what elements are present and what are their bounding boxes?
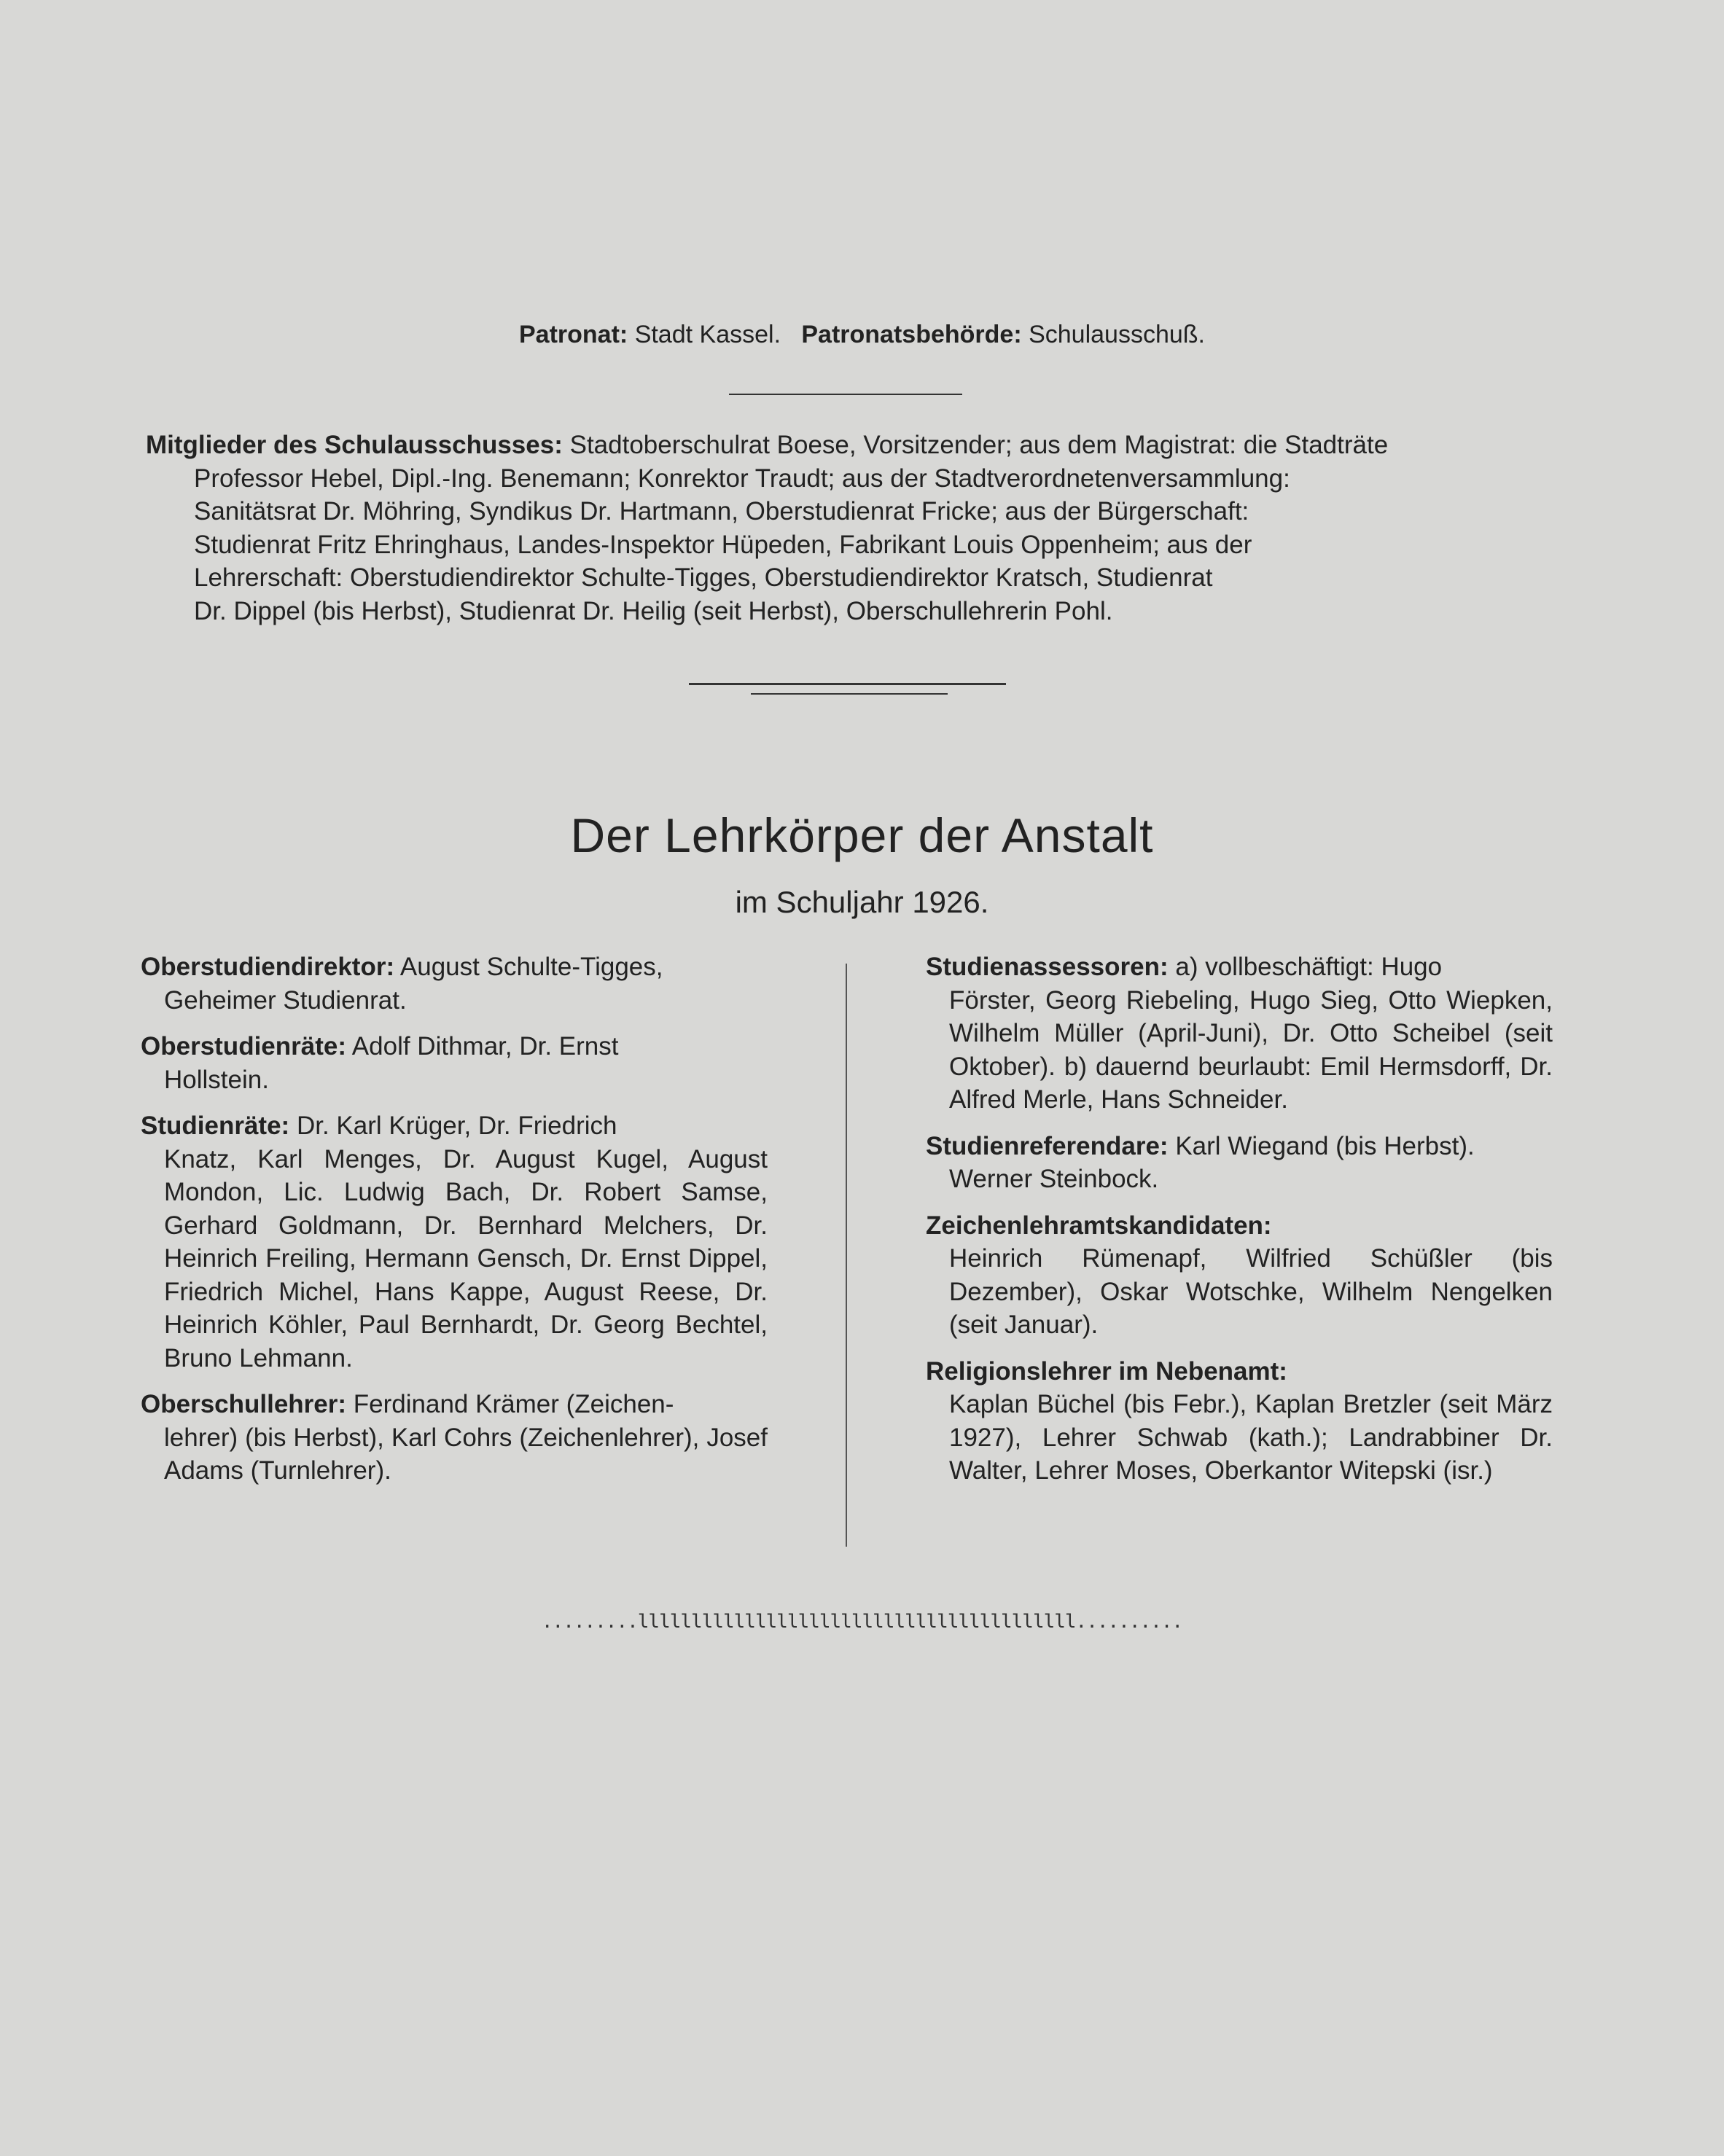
staff-role: Studienassessoren: <box>926 953 1169 981</box>
members-line: Professor Hebel, Dipl.-Ing. Benemann; Konrektor Traudt; aus der Stadtverordnetenversammlung: <box>194 464 1290 493</box>
divider-rule-double-bottom <box>751 693 948 695</box>
staff-entry <box>926 1209 1553 1342</box>
page-title: Der Lehrkörper der Anstalt <box>570 808 1154 862</box>
patronat-label: Patronat: <box>519 321 628 348</box>
members-line: Studienrat Fritz Ehringhaus, Landes-Inspektor Hüpeden, Fabrikant Louis Oppenheim; aus der <box>194 530 1252 559</box>
staff-names: Förster, Georg Riebeling, Hugo Sieg, Otto Wiepken, Wilhelm Müller (April-Juni), Dr. Otto Scheibel (seit Oktober). b) dauernd beurlaubt: Emil Hermsdorff, Dr. Alfred Merle, Hans Schneider. <box>949 985 1553 1114</box>
patronat-value: Stadt Kassel. <box>634 321 781 348</box>
members-line: Lehrerschaft: Oberstudiendirektor Schulte-Tigges, Oberstudiendirektor Kratsch, Studienrat <box>194 563 1213 592</box>
staff-entry <box>141 950 768 1017</box>
divider-rule-double-top <box>689 683 1006 685</box>
members-paragraph <box>146 429 1560 628</box>
staff-role: Oberstudiendirektor: <box>141 953 395 981</box>
divider-rule <box>729 394 962 395</box>
staff-names-first: Adolf Dithmar, Dr. Ernst <box>351 1032 619 1061</box>
footer-ornament: .........lllllllllllllllllllllllllllllllllllllllll.......... <box>541 1611 1183 1633</box>
staff-names-first: Karl Wiegand (bis Herbst). <box>1175 1131 1475 1160</box>
staff-role: Oberschullehrer: <box>141 1390 347 1418</box>
patronatsbehoerde-value: Schulausschuß. <box>1029 321 1205 348</box>
staff-entry <box>141 1109 768 1375</box>
members-first-line: Stadtoberschulrat Boese, Vorsitzender; aus dem Magistrat: die Stadträte <box>569 431 1389 459</box>
staff-names: lehrer) (bis Herbst), Karl Cohrs (Zeichenlehrer), Josef Adams (Turnlehrer). <box>164 1423 768 1485</box>
staff-names: Geheimer Studienrat. <box>164 985 407 1015</box>
staff-entry <box>926 950 1553 1117</box>
staff-role: Studienreferendare: <box>926 1131 1169 1160</box>
members-label: Mitglieder des Schulausschusses: <box>146 431 563 459</box>
patronat-line <box>0 321 1724 349</box>
members-line: Sanitätsrat Dr. Möhring, Syndikus Dr. Hartmann, Oberstudienrat Fricke; aus der Bürgerschaft: <box>194 497 1249 526</box>
staff-names: Heinrich Rümenapf, Wilfried Schüßler (bis Dezember), Oskar Wotschke, Wilhelm Nengelken (seit Januar). <box>949 1244 1553 1339</box>
left-column <box>141 950 768 1501</box>
page-subtitle: im Schuljahr 1926. <box>735 885 989 919</box>
staff-names-first: Ferdinand Krämer (Zeichen- <box>353 1390 674 1418</box>
patronatsbehoerde-label: Patronatsbehörde: <box>801 321 1022 348</box>
staff-role: Zeichenlehramtskandidaten: <box>926 1211 1272 1240</box>
staff-names: Hollstein. <box>164 1065 269 1094</box>
column-divider <box>846 964 847 1547</box>
staff-entry <box>141 1030 768 1096</box>
staff-role: Religionslehrer im Nebenamt: <box>926 1356 1287 1386</box>
staff-entry <box>141 1388 768 1488</box>
staff-role: Studienräte: <box>141 1112 290 1140</box>
right-column <box>926 950 1553 1501</box>
staff-names-first: August Schulte-Tigges, <box>399 953 663 981</box>
staff-role: Oberstudienräte: <box>141 1032 346 1061</box>
staff-entry <box>926 1355 1553 1488</box>
staff-entry <box>926 1130 1553 1196</box>
staff-names: Werner Steinbock. <box>949 1165 1159 1193</box>
staff-names-first: a) vollbeschäftigt: Hugo <box>1175 953 1443 981</box>
members-line: Dr. Dippel (bis Herbst), Studienrat Dr. Heilig (seit Herbst), Oberschullehrerin Pohl. <box>194 596 1113 625</box>
staff-names: Kaplan Büchel (bis Febr.), Kaplan Bretzler (seit März 1927), Lehrer Schwab (kath.); Landrabbiner Dr. Walter, Lehrer Moses, Oberkantor Witepski (isr.) <box>949 1390 1553 1485</box>
staff-names: Knatz, Karl Menges, Dr. August Kugel, August Mondon, Lic. Ludwig Bach, Dr. Robert Samse, Gerhard Goldmann, Dr. Bernhard Melchers, Dr. Heinrich Freiling, Hermann Gensch, Dr. Ernst Dippel, Friedrich Michel, Hans Kappe, August Reese, Dr. Heinrich Köhler, Paul Bernhardt, Dr. Georg Bechtel, Bruno Lehmann. <box>164 1144 768 1372</box>
staff-names-first: Dr. Karl Krüger, Dr. Friedrich <box>296 1112 617 1140</box>
